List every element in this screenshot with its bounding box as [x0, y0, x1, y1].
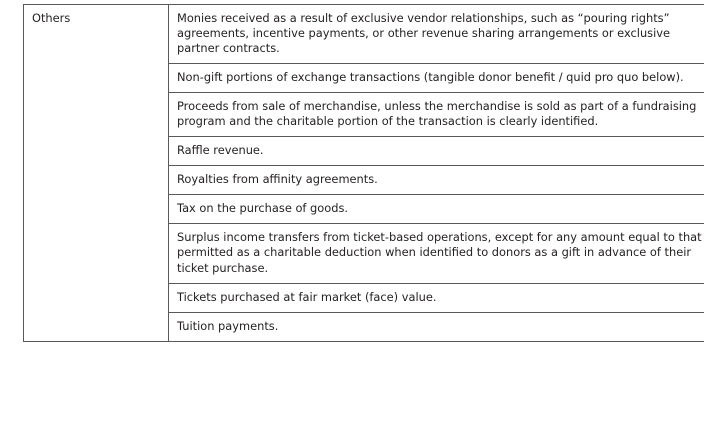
- row-label-cell: [24, 5, 169, 342]
- item-text: Surplus income transfers from ticket-based operations, except for any amount equal to that permitted as a charitable deduction when identified to donors as a gift in advance of their ticket purchase.: [177, 230, 702, 275]
- table-cell-item: [169, 195, 704, 224]
- row-label-text: Others: [32, 11, 71, 25]
- table-cell-item: [169, 312, 704, 341]
- table-cell-item: [169, 93, 704, 137]
- table-cell-item: [169, 283, 704, 312]
- item-text: Tickets purchased at fair market (face) value.: [177, 289, 437, 304]
- item-text: Raffle revenue.: [177, 143, 264, 158]
- item-text: Non-gift portions of exchange transactions (tangible donor benefit / quid pro quo below).: [177, 70, 684, 85]
- table-cell-item: [169, 5, 704, 64]
- table-cell-item: [169, 166, 704, 195]
- table-cell-item: [169, 137, 704, 166]
- item-text: Royalties from affinity agreements.: [177, 172, 378, 187]
- others-category-table: [23, 4, 704, 342]
- table-body: [24, 5, 704, 342]
- item-text: Tuition payments.: [177, 318, 279, 333]
- item-text: Proceeds from sale of merchandise, unless the merchandise is sold as part of a fundraising program and the charitable portion of the transaction is clearly identified.: [177, 99, 697, 129]
- item-text: Monies received as a result of exclusive vendor relationships, such as “pouring rights” agreements, incentive payments, or other revenue sharing arrangements or exclusive partner contracts.: [177, 11, 671, 56]
- table-cell-item: [169, 64, 704, 93]
- item-text: Tax on the purchase of goods.: [177, 201, 348, 216]
- table-cell-item: [169, 224, 704, 283]
- table-row: [24, 5, 704, 64]
